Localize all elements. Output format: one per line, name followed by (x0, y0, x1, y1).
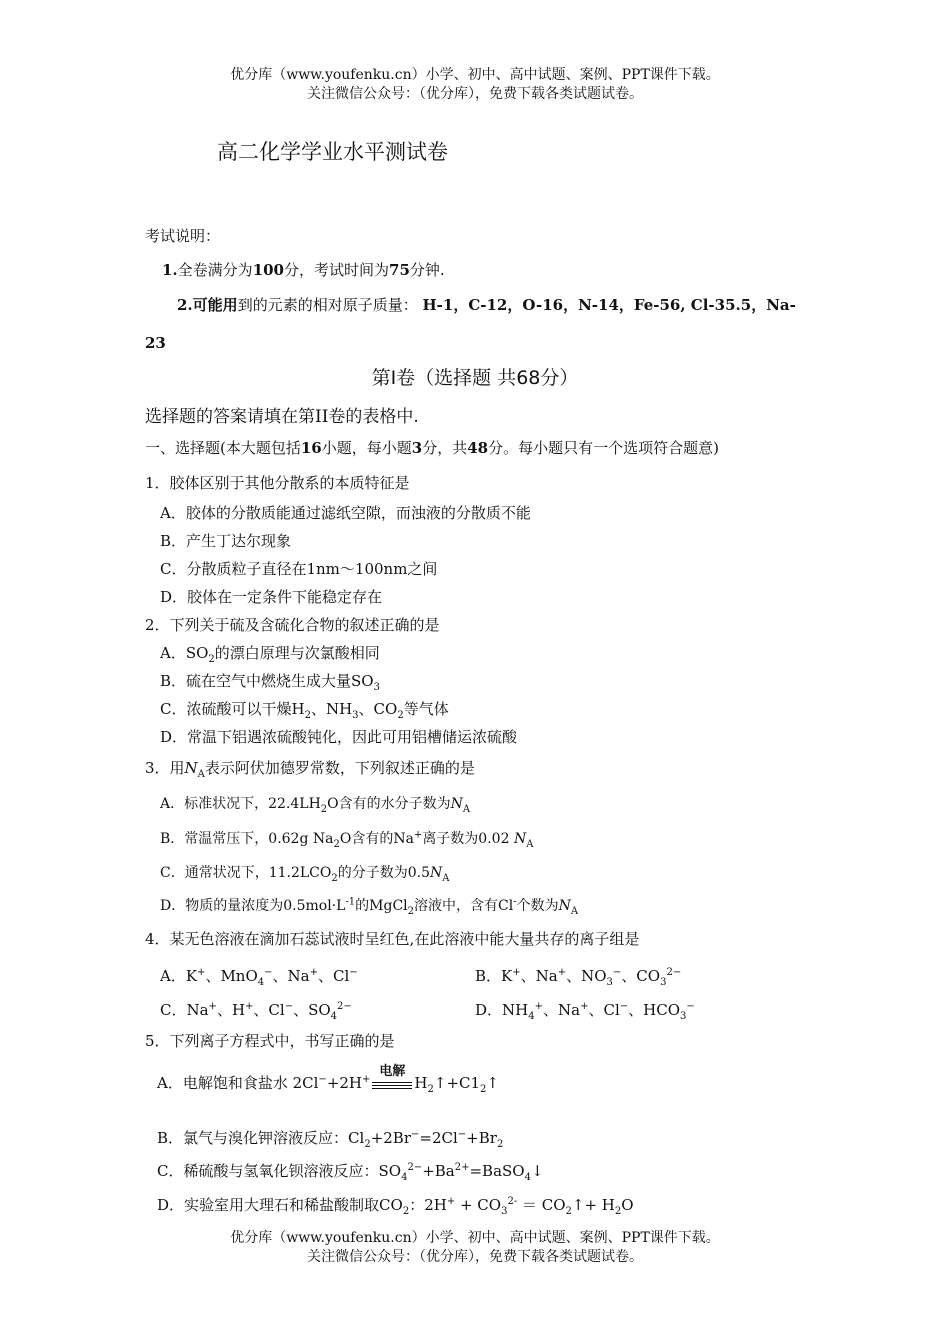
page-title: 高二化学学业水平测试卷 (217, 140, 448, 164)
footer-line-1: 优分库（www.youfenku.cn）小学、初中、高中试题、案例、PPT课件下载。 (230, 1230, 720, 1246)
question-5-option-b: B．氯气与溴化钾溶液反应：$Cl_2+2Br^-=2Cl^-+Br_2$ (157, 1129, 504, 1150)
question-3-option-a: A．标准状况下，$22.4LH_2O$含有的水分子数为$N_A$ (160, 796, 471, 815)
question-5-stem: 5．下列离子方程式中，书写正确的是 (145, 1032, 395, 1050)
instruction-item-1: 1.全卷满分为100分，考试时间为75分钟. (162, 261, 445, 279)
header-line-1: 优分库（www.youfenku.cn）小学、初中、高中试题、案例、PPT课件下载。 (230, 67, 720, 83)
instruction-item-2: 2.可能用到的元素的相对原子质量： H-1，C-12，O-16，N-14，Fe-56, Cl-35.5，Na- (177, 296, 796, 314)
question-4-option-a: A．K+、MnO$_4$−、Na+、Cl− (160, 967, 358, 988)
header-line-2: 关注微信公众号：（优分库），免费下载各类试题试卷。 (307, 86, 643, 102)
question-2-option-c: C．浓硫酸可以干燥$H_2$、$NH_3$、$CO_2$等气体 (160, 700, 449, 721)
question-2-option-a: A．$SO_2$的漂白原理与次氯酸相同 (160, 644, 380, 665)
instruction-item-2-continued: 23 (145, 334, 166, 352)
question-1-option-b: B．产生丁达尔现象 (160, 532, 292, 550)
question-1-option-a: A．胶体的分散质能通过滤纸空隙，而浊液的分散质不能 (160, 504, 531, 522)
section-note: 选择题的答案请填在第II卷的表格中. (145, 407, 419, 427)
question-4-option-b: B．K+、Na+、$NO_3^-$、$CO_3^{2-}$ (475, 967, 682, 988)
question-3-option-c: C．通常状况下，$11.2LCO_2$的分子数为$0.5N_A$ (160, 865, 450, 884)
question-2-option-d: D．常温下铝遇浓硫酸钝化，因此可用铝槽储运浓硫酸 (160, 728, 518, 746)
question-1-option-d: D．胶体在一定条件下能稳定存在 (160, 588, 383, 606)
section-heading: 第Ⅰ卷（选择题 共68分） (371, 367, 579, 389)
footer-line-2: 关注微信公众号：（优分库），免费下载各类试题试卷。 (307, 1249, 643, 1265)
question-5-option-a: A．电解饱和食盐水 2Cl−+2H+ 电解 $H_2↑+C1_2↑$ (157, 1064, 499, 1095)
question-2-stem: 2．下列关于硫及含硫化合物的叙述正确的是 (145, 616, 440, 634)
instructions-label: 考试说明： (145, 227, 221, 245)
question-2-option-b: B．硫在空气中燃烧生成大量$SO_3$ (160, 672, 380, 693)
question-3-option-b: B．常温常压下，0.62g $Na_2O$含有的Na+离子数为0.02 $N_A$ (160, 829, 534, 850)
part-description: 一、选择题(本大题包括16小题，每小题3分，共48分。每小题只有一个选项符合题意) (145, 439, 719, 457)
question-1-option-c: C．分散质粒子直径在1nm～100nm之间 (160, 560, 438, 578)
question-3-stem: 3．用$N_A$表示阿伏加德罗常数，下列叙述正确的是 (145, 759, 475, 780)
question-5-option-d: D．实验室用大理石和稀盐酸制取$CO_2$：$2H^+ + CO_3^{2-}$ ＝ $CO_2↑+ H_2O$ (157, 1196, 634, 1217)
question-1-stem: 1．胶体区别于其他分散系的本质特征是 (145, 474, 410, 492)
question-5-option-c: C．稀硫酸与氢氧化钡溶液反应：$SO_4^{2-}+Ba^{2+}=BaSO_4↓$ (157, 1162, 544, 1183)
question-4-stem: 4．某无色溶液在滴加石蕊试液时呈红色,在此溶液中能大量共存的离子组是 (145, 930, 640, 948)
question-3-option-d: D．物质的量浓度为$0.5mol\cdot L^{-1}$的MgCl$_2$溶液中，含有Cl-个数为$N_A$ (160, 896, 579, 917)
electrolysis-condition: 电解 (372, 1074, 412, 1094)
question-4-option-d: D．$NH_4^+$、Na+、Cl−、$HCO_3^-$ (475, 1001, 695, 1022)
question-4-option-c: C．Na+、H+、Cl−、$SO_4^{2-}$ (160, 1001, 352, 1022)
